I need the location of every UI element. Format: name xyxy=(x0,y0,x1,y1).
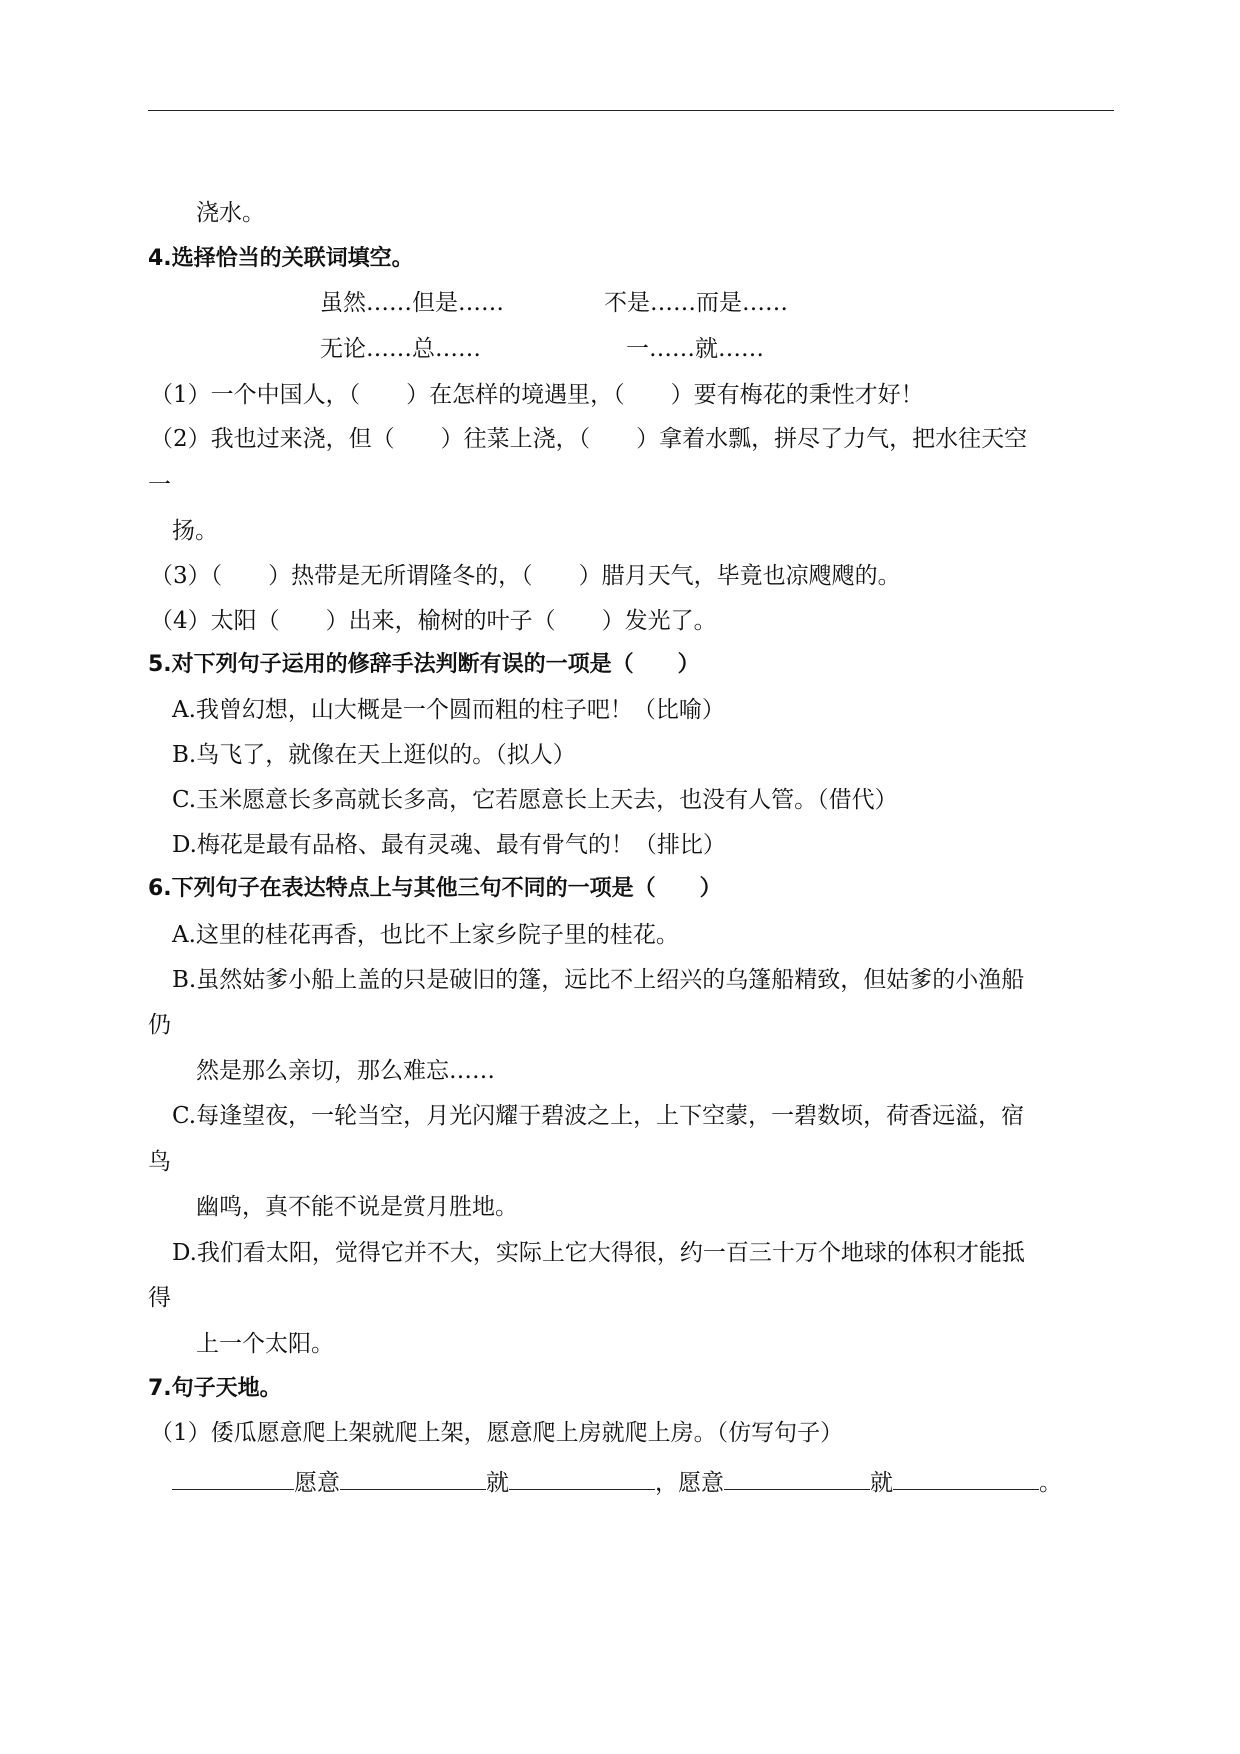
question-5-option-c: C.玉米愿意长多高就长多高，它若愿意长上天去，也没有人管。（借代） xyxy=(172,787,898,813)
question-6-option-d: D.我们看太阳，觉得它并不大，实际上它大得很，约一百三十万个地球的体积才能抵 xyxy=(172,1240,1025,1266)
question-7-title: 7.句子天地。 xyxy=(148,1376,282,1401)
option-suiran-danshi: 虽然……但是…… xyxy=(320,290,504,316)
question-6-option-b-cont: 然是那么亲切，那么难忘…… xyxy=(196,1058,495,1084)
fill-word: 就 xyxy=(870,1470,893,1496)
question-6-option-d-cont: 上一个太阳。 xyxy=(196,1331,334,1357)
question-6-option-c-cont: 幽鸣，真不能不说是赏月胜地。 xyxy=(196,1194,518,1220)
option-wulun-zong: 无论……总…… xyxy=(320,336,481,362)
fill-word: 愿意 xyxy=(294,1470,340,1496)
question-6-option-c-wrap: 鸟 xyxy=(148,1149,171,1175)
question-4-title: 4.选择恰当的关联词填空。 xyxy=(148,246,414,271)
imitation-answer-line xyxy=(172,1465,1062,1498)
question-4-item-2-end: 扬。 xyxy=(172,518,218,544)
text-line: 浇水。 xyxy=(196,200,265,226)
question-6-option-a: A.这里的桂花再香，也比不上家乡院子里的桂花。 xyxy=(172,922,679,948)
question-5-option-a: A.我曾幻想，山大概是一个圆而粗的柱子吧！（比喻） xyxy=(172,697,725,723)
question-5-option-b: B.鸟飞了，就像在天上逛似的。（拟人） xyxy=(172,742,576,768)
answer-blank[interactable] xyxy=(893,1465,1039,1490)
fill-word: 。 xyxy=(1039,1470,1062,1496)
fill-word: ，愿意 xyxy=(655,1470,724,1496)
question-4-item-3: （3）（ ）热带是无所谓隆冬的，（ ）腊月天气，毕竟也凉飕飕的。 xyxy=(150,563,901,589)
question-6-option-b: B.虽然姑爹小船上盖的只是破旧的篷，远比不上绍兴的乌篷船精致，但姑爹的小渔船 xyxy=(172,967,1025,993)
answer-blank[interactable] xyxy=(172,1465,294,1490)
header-rule xyxy=(148,110,1114,111)
question-5-title: 5.对下列句子运用的修辞手法判断有误的一项是（ ） xyxy=(148,652,700,677)
question-4-item-2: （2）我也过来浇，但（ ）往菜上浇，（ ）拿着水瓢，拼尽了力气，把水往天空 xyxy=(150,426,1028,452)
answer-blank[interactable] xyxy=(340,1465,486,1490)
answer-blank[interactable] xyxy=(509,1465,655,1490)
question-6-option-c: C.每逢望夜，一轮当空，月光闪耀于碧波之上，上下空蒙，一碧数顷，荷香远溢，宿 xyxy=(172,1103,1025,1129)
question-5-option-d: D.梅花是最有品格、最有灵魂、最有骨气的！（排比） xyxy=(172,832,726,858)
question-4-item-2-wrap: 一 xyxy=(148,472,171,498)
question-4-item-4: （4）太阳（ ）出来，榆树的叶子（ ）发光了。 xyxy=(150,608,717,634)
question-6-title: 6.下列句子在表达特点上与其他三句不同的一项是（ ） xyxy=(148,876,722,901)
option-yi-jiu: 一……就…… xyxy=(626,336,764,362)
question-6-option-b-wrap: 仍 xyxy=(148,1012,171,1038)
question-4-item-1: （1）一个中国人，（ ）在怎样的境遇里，（ ）要有梅花的秉性才好！ xyxy=(150,382,924,408)
answer-blank[interactable] xyxy=(724,1465,870,1490)
question-6-option-d-wrap: 得 xyxy=(148,1285,171,1311)
option-bushi-ershi: 不是……而是…… xyxy=(604,290,788,316)
question-7-item-1: （1）倭瓜愿意爬上架就爬上架，愿意爬上房就爬上房。（仿写句子） xyxy=(150,1420,844,1446)
fill-word: 就 xyxy=(486,1470,509,1496)
